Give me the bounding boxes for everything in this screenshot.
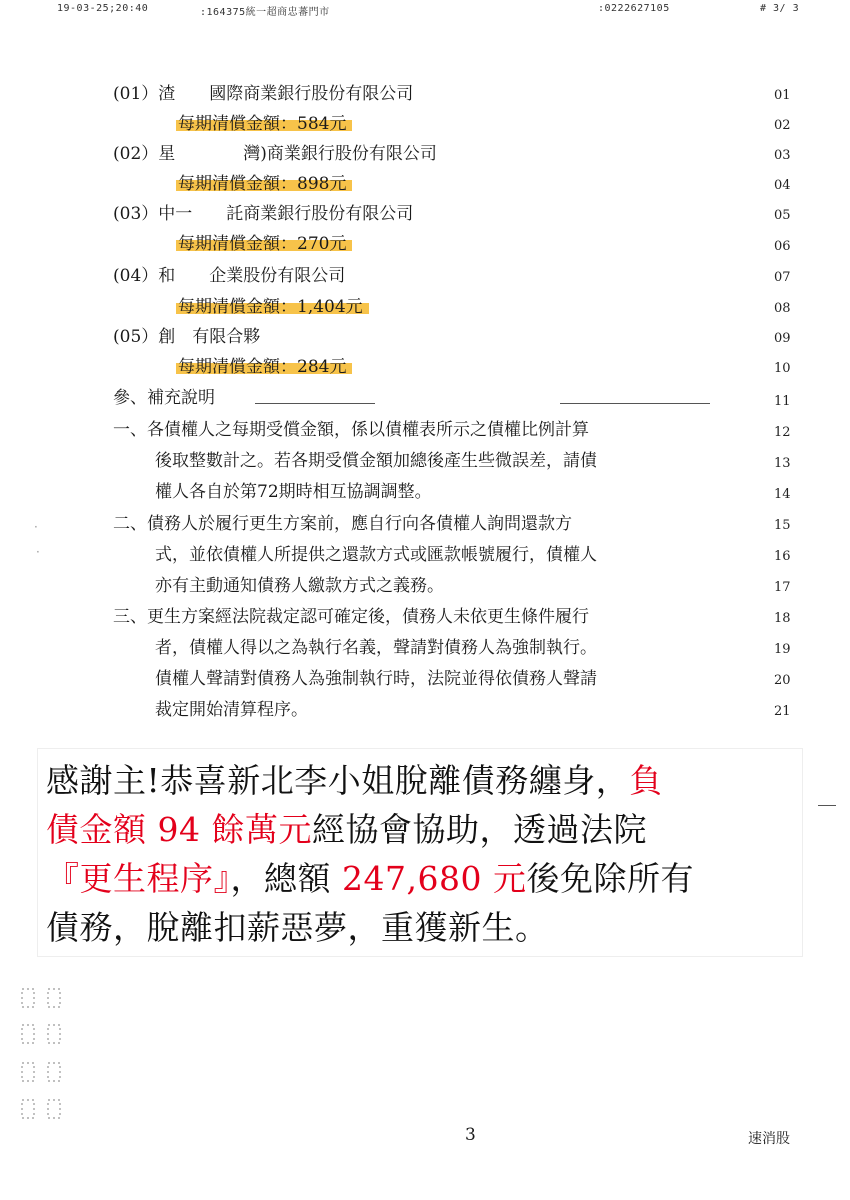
scan-speck: · [34,520,38,534]
line-number: 07 [774,270,791,285]
creditor-amount [178,172,352,196]
testimonial-notice [38,749,802,956]
creditor-name: (04）和 企業股份有限公司 [113,266,346,286]
scan-line [818,805,836,806]
body-line: 債權人聲請對債務人為強制執行時，法院並得依債務人聲請 [155,669,597,689]
body-line: 亦有主動通知債務人繳款方式之義務。 [155,576,444,596]
creditor-amount [178,112,352,136]
creditor-name: (03）中一 託商業銀行股份有限公司 [113,204,414,224]
notice-line-3 [46,857,694,901]
creditor-name: (05）創 有限合夥 [113,327,261,347]
fax-datetime: 19-03-25;20:40 [57,3,149,14]
notice-red-text: 債金額 94 餘萬元 [46,810,312,849]
body-line: 二、債務人於履行更生方案前，應自行向各債權人詢問還款方 [113,514,572,534]
notice-red-text: 負 [629,761,663,800]
fax-header [0,3,850,19]
section-title: 參、補充說明 [113,388,215,408]
notice-text: ，總額 [230,859,342,898]
highlight-mark: 每期清償金額：284元 [176,357,352,377]
highlight-mark: 每期清償金額：898元 [176,174,352,194]
line-number: 21 [774,704,791,719]
body-line: 裁定開始清算程序。 [155,700,308,720]
line-number: 17 [774,580,791,595]
creditor-name: (01）渣 國際商業銀行股份有限公司 [113,84,414,104]
notice-red-text: 247,680 元 [342,859,527,898]
scan-line [255,403,375,404]
line-number: 09 [774,331,791,346]
notice-text: 後免除所有 [526,859,694,898]
notice-line-2 [46,808,647,852]
body-line: 後取整數計之。若各期受償金額加總後產生些微誤差，請債 [155,451,597,471]
line-number: 05 [774,208,791,223]
highlight-mark: 每期清償金額：584元 [176,114,352,134]
notice-text: 經協會協助，透過法院 [311,810,647,849]
line-number: 03 [774,148,791,163]
line-number: 01 [774,88,791,103]
department-label: 速消股 [748,1131,790,1147]
body-line: 一、各債權人之每期受償金額，係以債權表所示之債權比例計算 [113,420,589,440]
body-line: 權人各自於第72期時相互協調調整。 [155,482,432,502]
line-number: 18 [774,611,791,626]
line-number: 15 [774,518,791,533]
creditor-amount [178,232,352,256]
line-number: 13 [774,456,791,471]
line-number: 10 [774,361,791,376]
line-number: 08 [774,301,791,316]
fax-number: :0222627105 [598,3,670,14]
notice-line-4: 債務，脫離扣薪惡夢，重獲新生。 [46,908,549,947]
line-number: 04 [774,178,791,193]
notice-line-1 [46,759,663,803]
fax-page-count: # 3/ 3 [760,3,800,14]
highlight-mark: 每期清償金額：1,404元 [176,297,369,317]
line-number: 19 [774,642,791,657]
body-line: 式，並依債權人所提供之還款方式或匯款帳號履行，債權人 [155,545,597,565]
scan-speck: · [36,545,40,559]
line-number: 12 [774,425,791,440]
notice-red-text: 『更生程序』 [46,859,231,898]
line-number: 20 [774,673,791,688]
line-number: 16 [774,549,791,564]
page-number: 3 [465,1125,476,1145]
scan-line [560,403,710,404]
fax-sender: :164375統一超商忠蕃門市 [200,7,330,18]
line-number: 06 [774,239,791,254]
highlight-mark: 每期清償金額：270元 [176,234,352,254]
creditor-name: (02）星 灣)商業銀行股份有限公司 [113,144,437,164]
line-number: 14 [774,487,791,502]
scan-dots-artifact [18,985,78,1135]
creditor-amount [178,295,369,319]
line-number: 11 [774,394,791,409]
notice-text: 感謝主!恭喜新北李小姐脫離債務纏身， [46,761,630,800]
body-line: 者，債權人得以之為執行名義，聲請對債務人為強制執行。 [155,638,597,658]
creditor-amount [178,355,352,379]
body-line: 三、更生方案經法院裁定認可確定後，債務人未依更生條件履行 [113,607,589,627]
line-number: 02 [774,118,791,133]
